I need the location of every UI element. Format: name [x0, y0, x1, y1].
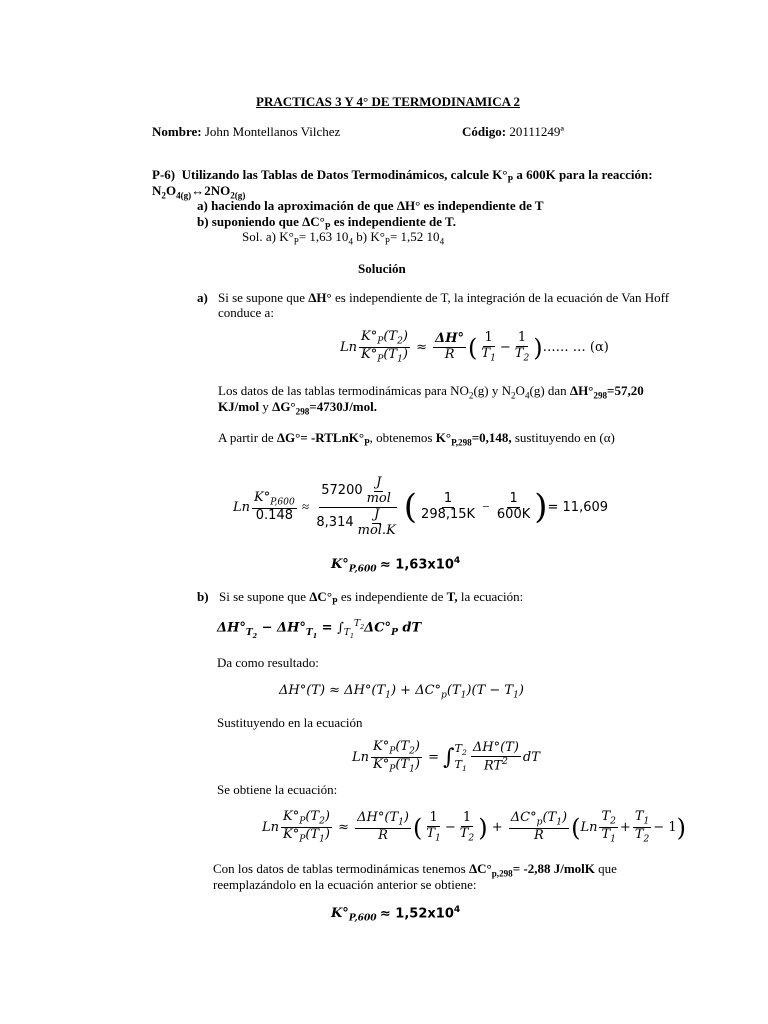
eq4-lparen-2: (: [571, 813, 581, 842]
part-b-text-1: Si se supone que: [219, 589, 310, 604]
eq3-int-num: ΔH°(T): [472, 739, 519, 755]
eq1-k-ratio: [359, 330, 410, 365]
result-b-exp: 4: [453, 905, 461, 915]
equation-kirchhoff: $\Delta H^\circ_{T_2} - \Delta H^\circ_{T_1} = \int_{T_1}^{T_2}\Delta C^\circ_P$ dT: [217, 619, 422, 640]
eq4-r2: R: [534, 828, 544, 844]
eq3-integrand: [471, 741, 521, 774]
result-b-k: $K^\circ_{P,600}$: [331, 906, 377, 924]
eq2-inv-t1: [419, 492, 477, 523]
page-title: PRACTICAS 3 Y 4° DE TERMODINAMICA 2: [256, 94, 521, 109]
eq4-inv-t1: [424, 811, 442, 844]
name-label: Nombre:: [152, 124, 202, 139]
eq4-dc-over-r: [509, 811, 569, 844]
eq4-t2c: $T_2$: [634, 827, 650, 845]
eq4-lparen-1: (: [413, 813, 423, 842]
eq4-one-b: 1: [462, 810, 472, 826]
eq3-limits: [455, 742, 467, 772]
eq4-ln: Ln: [262, 820, 280, 836]
eq1-t1: $T_1$: [481, 345, 496, 364]
problem-text: Utilizando las Tablas de Datos Termodinámicos, calcule K°: [181, 167, 508, 182]
eq2-mol: mol: [366, 490, 391, 506]
eq2-j-molk: [356, 508, 398, 539]
result-b-value: ≈ 1,52x10: [379, 906, 454, 922]
part-b-text-3: la ecuación:: [457, 589, 524, 604]
equation-final: [262, 810, 686, 845]
eq4-t1: $T_1$: [426, 825, 441, 844]
eq4-t1c: $T_1$: [634, 809, 650, 827]
eq4-rparen-1: ): [478, 813, 488, 842]
final-dc-val: = -2,88 J/molK: [512, 861, 595, 876]
eq3-upper: $T_2$: [454, 742, 467, 758]
from-text-2: , obtenemos: [369, 430, 436, 445]
equation-numeric: [233, 476, 608, 539]
final-line-2: reemplazándolo en la ecuación anterior se obtiene:: [213, 877, 477, 892]
from-text-1: A partir de: [218, 430, 277, 445]
eq2-num-main: [319, 476, 397, 508]
sol-b-exp: 4: [439, 236, 445, 247]
eq4-minus-one: − 1: [653, 820, 677, 836]
eq1-ln: Ln: [340, 340, 358, 356]
data-dg: ΔG°: [272, 399, 296, 414]
eq4-t1b: $T_1$: [601, 827, 616, 845]
sol-a-exp: 4: [348, 236, 353, 247]
eq4-approx: ≈: [333, 820, 354, 836]
eq1-approx: ≈: [411, 340, 432, 356]
from-k-sub: P,298: [451, 437, 472, 448]
eq1-inv-t1: [479, 331, 497, 364]
eq2-num-value: 57200: [321, 482, 363, 498]
eq2-ln: Ln: [233, 499, 251, 515]
data-text-4: (g) dan: [529, 383, 570, 398]
eq4-t2b: $T_2$: [601, 809, 616, 827]
sol-b-sub: P: [384, 236, 390, 247]
eq2-one-a: 1: [443, 490, 453, 506]
problem-text-end: a 600K para la reacción:: [513, 167, 653, 182]
data-text-3: O: [515, 383, 525, 398]
from-line: [218, 430, 615, 448]
part-b-dc: ΔC°: [309, 589, 333, 604]
part-b-text: [219, 589, 523, 607]
eq2-rparen: ): [534, 487, 548, 528]
from-k: K°: [435, 430, 452, 445]
data-text-2: (g) y N: [473, 383, 511, 398]
eq2-j2: J: [374, 506, 380, 522]
reaction-arrow: ↔: [191, 183, 205, 198]
code-value: 20111249ª: [509, 124, 564, 139]
eq2-den: 0.148: [255, 507, 293, 523]
eq4-ln2: Ln: [580, 820, 598, 836]
eq3-den: $K^\circ_P(T_1)$: [373, 757, 420, 775]
equation-integral: [352, 740, 540, 775]
eq4-t2: $T_2$: [459, 825, 475, 844]
final-text-1: Con los datos de tablas termodinámicas tenemos: [213, 861, 469, 876]
eq3-k-ratio: [371, 740, 422, 775]
eq2-j: J: [376, 475, 382, 490]
eq2-den-value: 8,314: [316, 514, 354, 530]
part-a-label: a): [197, 290, 208, 305]
eq1-lparen: (: [468, 333, 478, 362]
from-k-val: =0,148,: [471, 430, 512, 445]
name-value: John Montellanos Vilchez: [204, 124, 341, 139]
part-a-statement: a) haciendo la aproximación de que ΔH° es independiente de T: [197, 198, 544, 213]
sol-a-label: Sol. a) K°: [242, 229, 294, 244]
eq1-num: $K^\circ_P(T_2)$: [361, 329, 408, 347]
se-obtiene: Se obtiene la ecuación:: [217, 782, 338, 797]
data-sub-2b: 2: [511, 390, 516, 401]
equation-van-hoff: [340, 330, 609, 365]
eq1-den: $K^\circ_P(T_1)$: [361, 347, 408, 365]
data-line-2: [218, 399, 377, 417]
part-b-sub: P: [324, 221, 331, 232]
sol-a-value: = 1,63 10: [298, 229, 349, 244]
part-a-text-1: Si se supone que: [218, 290, 309, 305]
eq4-r: R: [378, 828, 388, 844]
part-a-text-2: es independiente de T, la integración de la ecuación de Van Hoff: [331, 290, 670, 305]
part-b-dc-sub: P: [332, 596, 338, 607]
result-a-exp: 4: [453, 556, 461, 566]
problem-statement: [152, 167, 653, 185]
eq2-result: = 11,609: [547, 499, 609, 515]
eq3-ln: Ln: [352, 750, 370, 766]
part-b-text-2: es independiente de: [337, 589, 447, 604]
result-a-k: $K^\circ_{P,600}$: [331, 557, 377, 575]
data-text-1: Los datos de las tablas termodinámicas para NO: [218, 383, 469, 398]
data-sub-4: 4: [524, 390, 530, 401]
final-text-2: que: [594, 861, 617, 876]
problem-number: P-6): [152, 167, 176, 182]
eq1-rparen: ): [533, 333, 543, 362]
eq2-k-ratio: [252, 491, 297, 524]
eq1-t2: $T_2$: [514, 345, 530, 364]
data-and: y: [259, 399, 273, 414]
part-b-label: b): [197, 589, 209, 604]
part-b-text-end: es independiente de T.: [330, 214, 457, 229]
eq3-lower: $T_1$: [454, 757, 467, 773]
solutions-summary: [242, 229, 444, 247]
data-dg-sub: 298: [295, 406, 310, 417]
eq1-tag: …… … (α): [542, 340, 609, 356]
eq3-num: $K^\circ_P(T_2)$: [373, 739, 420, 757]
eq2-t1: 298,15K: [421, 506, 476, 522]
eq1-one-a: 1: [484, 330, 493, 346]
eq3-int-den: $RT^2$: [483, 756, 508, 774]
eq1-one-b: 1: [517, 330, 527, 346]
eq4-t2-over-t1: [599, 810, 617, 845]
reaction-sub-2: 2: [161, 190, 166, 201]
eq2-t2: 600K: [496, 506, 531, 522]
sol-b-label: b) K°: [352, 229, 385, 244]
reaction-sub-4g: 4(g): [176, 190, 192, 201]
data-dg-val: =4730J/mol.: [309, 399, 377, 414]
part-a-dh: ΔH°: [308, 290, 332, 305]
part-a-text: [218, 290, 669, 306]
eq3-integral: ∫: [443, 745, 455, 771]
from-eq: ΔG°= -RTLnK°: [276, 430, 365, 445]
sol-a-sub: P: [293, 236, 299, 247]
data-dh-val: =57,20: [607, 383, 644, 398]
name-line: [152, 124, 340, 140]
eq2-molk: mol.K: [357, 522, 396, 538]
eq1-inv-t2: [513, 331, 531, 364]
eq4-dh: $\Delta H^\circ(T_1)$: [357, 810, 409, 828]
eq2-one-b: 1: [509, 490, 518, 506]
result-a: [331, 556, 460, 575]
data-dh-sub: 298: [593, 390, 608, 401]
eq4-plus: +: [487, 820, 507, 836]
from-eq-sub: P: [364, 437, 370, 448]
eq4-plus-2: +: [619, 820, 631, 836]
eq2-minus: −: [479, 499, 493, 515]
eq1-r: R: [444, 347, 455, 363]
eq4-one-a: 1: [429, 810, 438, 826]
eq3-equals: =: [423, 750, 444, 766]
solution-heading: Solución: [358, 261, 406, 276]
final-dc: ΔC°: [468, 861, 492, 876]
eq4-k-ratio: [281, 810, 332, 845]
code-label: Código:: [462, 124, 507, 139]
equation-dh-linear: $\Delta H^\circ(T) \approx \Delta H^\circ(T_1) + \Delta C^\circ_p(T_1)(T - T_1)$: [279, 683, 524, 701]
code-line: [462, 124, 564, 140]
sol-b-value: = 1,52 10: [389, 229, 440, 244]
da-resultado: Da como resultado:: [217, 655, 319, 670]
eq1-dh: ΔH°: [435, 331, 465, 347]
eq4-dh-over-r: [355, 811, 411, 844]
eq4-rparen-2: ): [676, 813, 686, 842]
result-a-value: ≈ 1,63x10: [379, 557, 454, 573]
data-units: KJ/mol: [218, 399, 260, 414]
reaction-o: O: [165, 183, 177, 198]
result-b: [331, 905, 460, 924]
eq2-j-mol: [365, 476, 393, 507]
sustituyendo: Sustituyendo en la ecuación: [217, 715, 363, 730]
eq1-minus: −: [499, 340, 511, 356]
eq1-dh-over-r: [433, 332, 466, 363]
data-dh: ΔH°: [569, 383, 594, 398]
eq2-approx: ≈: [298, 499, 313, 515]
part-b-t: T,: [446, 589, 458, 604]
eq2-main-frac: [314, 476, 401, 539]
eq2-num: $K^\circ_{P,600}$: [254, 489, 295, 508]
eq4-num: $K^\circ_P(T_2)$: [283, 809, 330, 827]
eq2-den-main: [314, 508, 401, 539]
eq3-dt: dT: [522, 750, 540, 766]
eq4-t1-over-t2: [633, 810, 651, 845]
eq4-minus-1: −: [444, 820, 456, 836]
eq2-inv-t2: [495, 492, 532, 523]
reaction-sub-2g: 2(g): [230, 190, 246, 201]
from-text-3: sustituyendo en (α): [511, 430, 615, 445]
eq2-lparen: (: [403, 487, 418, 528]
data-line-1: [218, 383, 644, 401]
part-a-text-line2: conduce a:: [218, 305, 274, 320]
reaction-no: 2NO: [204, 183, 231, 198]
eq4-inv-t2: [458, 811, 476, 844]
eq4-dc: $\Delta C^\circ_p(T_1)$: [510, 810, 568, 828]
problem-sub: P: [507, 174, 514, 185]
data-sub-2a: 2: [468, 390, 474, 401]
reaction-n: N: [152, 183, 162, 198]
eq4-den: $K^\circ_P(T_1)$: [283, 827, 330, 845]
part-b-text: b) suponiendo que ΔC°: [197, 214, 325, 229]
final-dc-sub: p,298: [491, 868, 513, 879]
final-line-1: [213, 861, 617, 879]
